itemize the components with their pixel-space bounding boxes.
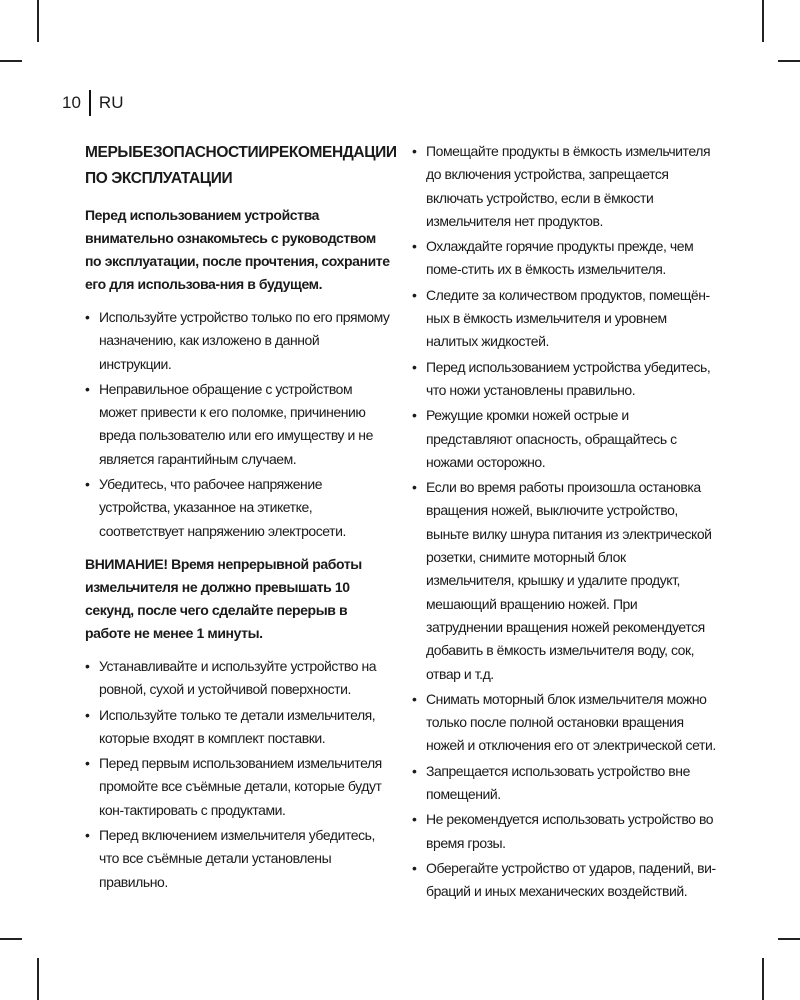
list-item xyxy=(85,655,390,702)
crop-mark xyxy=(37,958,39,1000)
list-item xyxy=(412,404,717,474)
list-item-text: Перед первым использованием измельчителя промойте все съёмные детали, которые будут кон-тактировать с продуктами. xyxy=(99,755,382,818)
list-item xyxy=(85,306,390,376)
crop-mark xyxy=(0,60,22,62)
list-item xyxy=(412,857,717,904)
list-item-text: Устанавливайте и используйте устройство на ровной, сухой и устойчивой поверхности. xyxy=(99,657,377,698)
crop-mark xyxy=(762,958,764,1000)
list-item-text: Убедитесь, что рабочее напряжение устройства, указанное на этикетке, соответствует напряжению электросети. xyxy=(99,476,346,539)
bullet-icon: • xyxy=(412,358,417,375)
bullet-icon: • xyxy=(85,657,90,674)
list-item xyxy=(412,356,717,403)
list-item-text: Запрещается использовать устройство вне помещений. xyxy=(426,762,690,803)
list-item xyxy=(412,140,717,233)
left-column xyxy=(85,140,397,904)
list-item xyxy=(412,235,717,282)
crop-mark xyxy=(778,938,800,940)
safety-list-1 xyxy=(85,306,390,543)
crop-mark xyxy=(37,0,39,42)
page-header xyxy=(62,90,123,116)
list-item-text: Неправильное обращение с устройством может привести к его поломке, причинению вреда пользователю или его имуществу и не является гарантийным случаем. xyxy=(99,380,373,467)
list-item-text: Используйте устройство только по его прямому назначению, как изложено в данной инструкции. xyxy=(99,309,390,372)
bullet-icon: • xyxy=(412,286,417,303)
bullet-icon: • xyxy=(85,380,90,397)
list-item xyxy=(412,284,717,354)
list-item xyxy=(412,808,717,855)
safety-list-2 xyxy=(85,655,390,894)
list-item xyxy=(85,824,390,894)
bullet-icon: • xyxy=(85,309,90,325)
bullet-icon: • xyxy=(412,479,417,496)
header-divider xyxy=(89,90,91,116)
list-item-text: Используйте только те детали измельчителя, которые входят в комплект поставки. xyxy=(99,706,376,746)
list-item-text: Следите за количеством продуктов, помещён-ных в ёмкость измельчителя и уровнем налитых жидкостей. xyxy=(426,286,710,350)
bullet-icon: • xyxy=(412,690,417,707)
list-item-text: Перед включением измельчителя убедитесь, что все съёмные детали установлены правильно. xyxy=(99,827,375,890)
list-item-text: Не рекомендуется использовать устройство во время грозы. xyxy=(426,811,714,851)
list-item-text: Оберегайте устройство от ударов, падений, ви-браций и иных механических воздействий. xyxy=(426,859,716,900)
bullet-icon: • xyxy=(412,238,417,255)
bullet-icon: • xyxy=(412,859,417,876)
page-number: 10 xyxy=(62,93,81,112)
crop-mark xyxy=(0,938,22,940)
intro-paragraph: Перед использованием устройства внимательно ознакомьтесь с руководством по эксплуатации, после прочтения, сохраните его для использова-ния в будущем. xyxy=(85,207,390,292)
list-item xyxy=(412,476,717,686)
section-title: МЕРЫБЕЗОПАСНОСТИИРЕКОМЕНДАЦИИ ПО ЭКСПЛУАТАЦИИ xyxy=(85,144,397,187)
bullet-icon: • xyxy=(412,811,417,828)
list-item xyxy=(412,760,717,807)
list-item xyxy=(412,688,717,758)
right-column xyxy=(412,140,717,914)
bullet-icon: • xyxy=(85,706,90,723)
safety-list-3 xyxy=(412,140,717,904)
bullet-icon: • xyxy=(85,476,90,493)
list-item xyxy=(85,704,390,751)
bullet-icon: • xyxy=(412,407,417,424)
crop-mark xyxy=(762,0,764,42)
list-item-text: Охлаждайте горячие продукты прежде, чем поме-стить их в ёмкость измельчителя. xyxy=(426,238,694,278)
list-item xyxy=(85,378,390,471)
bullet-icon: • xyxy=(85,827,90,844)
bullet-icon: • xyxy=(412,143,417,159)
list-item xyxy=(85,473,390,543)
warning-paragraph: ВНИМАНИЕ! Время непрерывной работы измельчителя не должно превышать 10 секунд, после чего сделайте перерыв в работе не менее 1 минуты. xyxy=(85,555,362,641)
list-item-text: Снимать моторный блок измельчителя можно только после полной остановки вращения ножей и отключения его от электрической сети. xyxy=(426,690,716,754)
crop-mark xyxy=(778,60,800,62)
list-item-text: Режущие кромки ножей острые и представляют опасность, обращайтесь с ножами осторожно. xyxy=(426,407,677,470)
list-item-text: Помещайте продукты в ёмкость измельчителя до включения устройства, запрещается включать устройство, если в ёмкости измельчителя нет продуктов. xyxy=(426,143,711,229)
bullet-icon: • xyxy=(412,762,417,779)
list-item-text: Если во время работы произошла остановка вращения ножей, выключите устройство, выньте вилку шнура питания из электрической розетки, снимите моторный блок измельчителя, крышку и удалите продукт, мешающий вращению ножей. При затруднении вращения ножей рекомендуется добавить в ёмкость измельчителя воду, сок, отвар и т.д. xyxy=(426,479,712,682)
list-item-text: Перед использованием устройства убедитесь, что ножи установлены правильно. xyxy=(426,358,711,398)
language-code: RU xyxy=(98,93,124,112)
bullet-icon: • xyxy=(85,755,90,772)
list-item xyxy=(85,752,390,822)
